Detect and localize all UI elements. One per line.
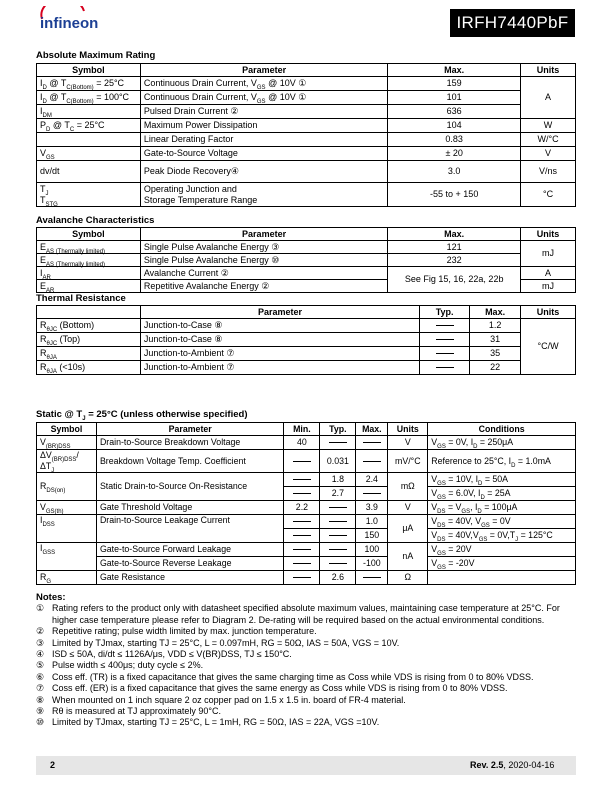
col-parameter: Parameter: [140, 306, 419, 319]
symbol-cell: $I_D$ @ $T_{C(Bottom)} = 100^\circ C$: [37, 91, 141, 105]
max-cell: 121: [388, 241, 521, 254]
table-row: $R_G$ Gate Resistance 2.6 Ω: [37, 571, 576, 585]
table-row: 2.7 $V_{GS} = 6.0V$, $I_D = 25A$: [37, 487, 576, 501]
col-units: Units: [521, 228, 576, 241]
max-cell: 232: [388, 254, 521, 267]
table-row: [37, 91, 576, 105]
max-cell: 22: [470, 361, 521, 375]
table-row: [37, 147, 576, 161]
table-row: $V_{(BR)DSS}$ Drain-to-Source Breakdown Voltage 40 V $V_{GS} = 0V$, $I_D = 250\mu A$: [37, 436, 576, 450]
max-cell: 101: [388, 91, 521, 105]
parameter-cell: Pulsed Drain Current ②: [140, 105, 388, 119]
parameter-cell: Peak Diode Recovery④: [140, 161, 388, 183]
parameter-cell: Junction-to-Ambient ⑦: [140, 347, 419, 361]
col-units: Units: [388, 423, 428, 436]
table-row: $V_{GS(th)}$ Gate Threshold Voltage 2.2 3.9 V $V_{DS} = V_{GS}$, $I_D = 100\mu A$: [37, 501, 576, 515]
max-cell: 104: [388, 119, 521, 133]
note-item: ⑧ When mounted on 1 inch square 2 oz copper pad on 1.5 x 1.5 in. board of FR-4 material.: [36, 694, 406, 705]
parameter-cell: Single Pulse Avalanche Energy ⑩: [140, 254, 387, 267]
note-item: ⑦ Coss eff. (ER) is a fixed capacitance that gives the same energy as Coss while VDS is rising from 0 to 80% VDSS.: [36, 683, 508, 694]
typ-cell: [420, 333, 470, 347]
table-row: [37, 267, 576, 280]
table-row: Gate-to-Source Reverse Leakage -100 $V_{GS} = -20V$: [37, 557, 576, 571]
table-row: [37, 361, 576, 375]
unit-cell: V/ns: [521, 161, 576, 183]
table-row: $I_{GSS}$ Gate-to-Source Forward Leakage 100 nA $V_{GS} = 20V$: [37, 543, 576, 557]
symbol-cell: $P_D$ @ $T_C = 25^\circ C$: [37, 119, 141, 133]
unit-cell: W/°C: [521, 133, 576, 147]
table-row: [37, 77, 576, 91]
col-symbol: Symbol: [37, 423, 97, 436]
note-item: ② Repetitive rating; pulse width limited by max. junction temperature.: [36, 626, 317, 637]
unit-cell: A: [521, 77, 576, 119]
parameter-cell: Operating Junction and Storage Temperature Range: [140, 183, 388, 207]
max-cell: ± 20: [388, 147, 521, 161]
table-row: [37, 347, 576, 361]
parameter-cell: Junction-to-Ambient ⑦: [140, 361, 419, 375]
col-units: Units: [521, 64, 576, 77]
parameter-cell: Repetitive Avalanche Energy ②: [140, 280, 387, 293]
col-min: Min.: [284, 423, 320, 436]
symbol-cell: $R_{\theta JA}$ (<10s): [37, 361, 141, 375]
table-row: $\Delta V_{(BR)DSS}/\Delta T_J$ Breakdown Voltage Temp. Coefficient 0.031 mV/°C Reference to 25°C, $I_D = 1.0mA$: [37, 450, 576, 473]
abs-max-table: [36, 63, 576, 207]
max-cell: 35: [470, 347, 521, 361]
note-item: ⑥ Coss eff. (TR) is a fixed capacitance that gives the same charging time as Coss while VDS is rising from 0 to 80% VDSS.: [36, 671, 534, 682]
col-conditions: Conditions: [428, 423, 576, 436]
max-cell: 159: [388, 77, 521, 91]
note-item: ④ ISD ≤ 50A, di/dt ≤ 1126A/μs, VDD ≤ V(BR)DSS, TJ ≤ 150°C.: [36, 649, 292, 660]
symbol-cell: $R_{\theta JC}$ (Bottom): [37, 319, 141, 333]
max-cell: 1.2: [470, 319, 521, 333]
parameter-cell: Junction-to-Case ⑧: [140, 333, 419, 347]
notes-heading: Notes:: [36, 592, 66, 603]
note-item: ③ Limited by TJmax, starting TJ = 25°C, L = 0.097mH, RG = 50Ω, IAS = 50A, VGS = 10V.: [36, 637, 400, 648]
parameter-cell: Maximum Power Dissipation: [140, 119, 388, 133]
col-max: Max.: [356, 423, 388, 436]
static-title: Static @ $T_J = 25^\circ C$ (unless otherwise specified): [36, 409, 248, 422]
parameter-cell: Linear Derating Factor: [140, 133, 388, 147]
symbol-cell: $E_{AS (Thermally limited)}$: [37, 241, 141, 254]
symbol-cell: $T_J$ $T_{STG}$: [37, 183, 141, 207]
max-cell: -55 to + 150: [388, 183, 521, 207]
table-row: [37, 241, 576, 254]
max-cell: 31: [470, 333, 521, 347]
table-row: [37, 119, 576, 133]
note-item: ⑨ Rθ is measured at TJ approximately 90°C.: [36, 706, 222, 717]
unit-cell: mJ: [521, 280, 576, 293]
table-row: [37, 161, 576, 183]
table-row: [37, 333, 576, 347]
col-parameter: Parameter: [140, 228, 387, 241]
col-parameter: Parameter: [140, 64, 388, 77]
parameter-cell: Gate-to-Source Voltage: [140, 147, 388, 161]
table-row: 150 $V_{DS} = 40V,V_{GS} = 0V,T_J = 125^\circ C$: [37, 529, 576, 543]
see-fig-cell: See Fig 15, 16, 22a, 22b: [388, 267, 521, 293]
col-typ: Typ.: [420, 306, 470, 319]
static-table: [36, 422, 576, 585]
parameter-cell: Single Pulse Avalanche Energy ③: [140, 241, 387, 254]
svg-text:infineon: infineon: [40, 15, 99, 32]
table-header: [37, 64, 576, 77]
typ-cell: [420, 361, 470, 375]
col-symbol: Symbol: [37, 228, 141, 241]
max-cell: 636: [388, 105, 521, 119]
avalanche-title: Avalanche Characteristics: [36, 215, 155, 226]
thermal-title: Thermal Resistance: [36, 293, 126, 304]
table-row: $I_{DSS}$ Drain-to-Source Leakage Current 1.0 μA $V_{DS} = 40V$, $V_{GS} = 0V$: [37, 515, 576, 529]
typ-cell: [420, 347, 470, 361]
max-cell: 0.83: [388, 133, 521, 147]
symbol-cell: $R_{\theta JC}$ (Top): [37, 333, 141, 347]
avalanche-table: [36, 227, 576, 293]
infineon-logo: [36, 6, 106, 32]
col-max: Max.: [470, 306, 521, 319]
table-header: [37, 306, 576, 319]
unit-cell: °C: [521, 183, 576, 207]
table-row: [37, 319, 576, 333]
symbol-cell: $I_{DM}$: [37, 105, 141, 119]
typ-cell: [420, 319, 470, 333]
unit-cell: V: [521, 147, 576, 161]
max-cell: 3.0: [388, 161, 521, 183]
symbol-cell: $I_D$ @ $T_{C(Bottom)} = 25^\circ C$: [37, 77, 141, 91]
col-symbol: Symbol: [37, 64, 141, 77]
symbol-cell: $E_{AS (Thermally limited)}$: [37, 254, 141, 267]
notes-section: [36, 592, 581, 729]
parameter-cell: Avalanche Current ②: [140, 267, 387, 280]
col-parameter: Parameter: [96, 423, 284, 436]
parameter-cell: Junction-to-Case ⑧: [140, 319, 419, 333]
table-row: [37, 105, 576, 119]
note-item: ⑤ Pulse width ≤ 400μs; duty cycle ≤ 2%.: [36, 660, 204, 671]
revision: Rev. 2.5, 2020-04-16: [470, 760, 555, 770]
unit-cell: °C/W: [521, 319, 576, 375]
symbol-cell: $R_{\theta JA}$: [37, 347, 141, 361]
table-header: [37, 228, 576, 241]
symbol-cell: $V_{GS}$: [37, 147, 141, 161]
symbol-cell: [37, 133, 141, 147]
table-row: [37, 254, 576, 267]
symbol-cell: dv/dt: [37, 161, 141, 183]
col-typ: Typ.: [320, 423, 356, 436]
page-number: 2: [50, 760, 56, 770]
abs-max-title: Absolute Maximum Rating: [36, 50, 156, 61]
col-units: Units: [521, 306, 576, 319]
table-row: [37, 183, 576, 207]
col-max: Max.: [388, 228, 521, 241]
part-number-badge: IRFH7440PbF: [450, 9, 575, 37]
table-row: [37, 133, 576, 147]
parameter-cell: Continuous Drain Current, $V_{GS}$ @ 10V ①: [140, 91, 388, 105]
unit-cell: A: [521, 267, 576, 280]
unit-cell: mJ: [521, 241, 576, 267]
col-max: Max.: [388, 64, 521, 77]
note-item: ① Rating refers to the product only with datasheet specified absolute maximum values, maintaining case temperature at 25°C. For higher case temperature please refer to Diagram 2. De-rating will be required based on the actual environmental conditions.: [36, 603, 560, 625]
symbol-cell: $E_{AR}$: [37, 280, 141, 293]
table-row: $R_{DS(on)}$ Static Drain-to-Source On-Resistance 1.8 2.4 mΩ $V_{GS} = 10V$, $I_D = 50A$: [37, 473, 576, 487]
table-header: [37, 423, 576, 436]
thermal-table: [36, 305, 576, 375]
symbol-cell: $I_{AR}$: [37, 267, 141, 280]
parameter-cell: Continuous Drain Current, $V_{GS}$ @ 10V ①: [140, 77, 388, 91]
unit-cell: W: [521, 119, 576, 133]
note-item: ⑩ Limited by TJmax, starting TJ = 25°C, L = 1mH, RG = 50Ω, IAS = 22A, VGS =10V.: [36, 717, 380, 728]
